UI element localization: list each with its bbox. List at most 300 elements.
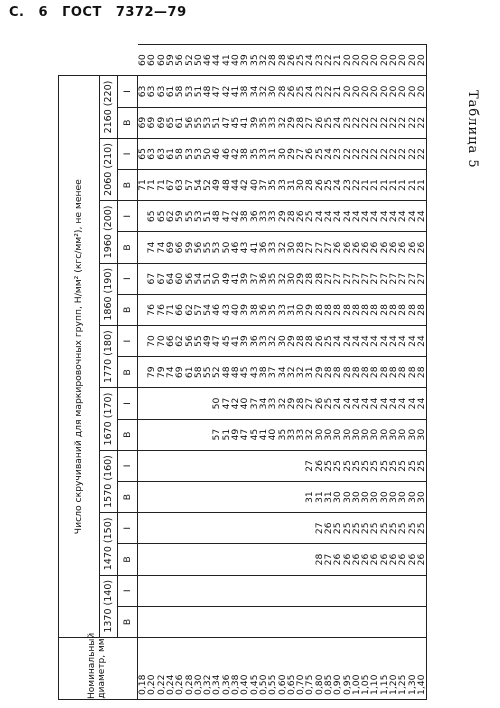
twist-count-cell bbox=[268, 481, 277, 512]
twist-count-cell: 39 bbox=[240, 294, 249, 325]
twist-count-cell bbox=[268, 513, 277, 544]
twist-count-cell: 30 bbox=[408, 419, 417, 450]
twist-count-cell: 36 bbox=[250, 325, 259, 356]
twist-count-cell: 70 bbox=[157, 325, 166, 356]
twist-count-cell bbox=[147, 544, 156, 575]
subcolumn-header: В bbox=[118, 606, 138, 637]
twist-count-cell: 46 bbox=[212, 294, 221, 325]
twist-count-cell bbox=[222, 606, 231, 637]
twist-count-cell bbox=[305, 575, 314, 606]
twist-count-cell bbox=[147, 575, 156, 606]
twist-count-cell: 39 bbox=[240, 45, 249, 76]
twist-count-cell: 25 bbox=[361, 450, 370, 481]
twist-count-cell: 24 bbox=[333, 388, 342, 419]
twist-count-cell: 30 bbox=[370, 419, 379, 450]
twist-count-cell: 28 bbox=[398, 357, 407, 388]
twist-count-cell: 37 bbox=[250, 388, 259, 419]
twist-count-cell: 39 bbox=[250, 107, 259, 138]
twist-count-cell: 55 bbox=[184, 201, 193, 232]
twist-count-cell bbox=[138, 513, 148, 544]
twist-count-cell: 31 bbox=[305, 357, 314, 388]
twist-count-cell bbox=[296, 513, 305, 544]
twist-count-cell: 27 bbox=[361, 263, 370, 294]
twist-count-cell: 59 bbox=[184, 232, 193, 263]
twist-count-cell: 22 bbox=[352, 138, 361, 169]
twist-count-cell: 26 bbox=[380, 544, 389, 575]
twist-count-cell: 20 bbox=[361, 76, 370, 107]
twist-count-cell: 50 bbox=[212, 263, 221, 294]
twist-count-cell: 79 bbox=[157, 357, 166, 388]
twist-count-cell: 55 bbox=[194, 107, 203, 138]
twist-count-cell: 26 bbox=[352, 544, 361, 575]
twist-count-cell bbox=[157, 419, 166, 450]
twist-count-cell: 43 bbox=[222, 294, 231, 325]
twist-count-cell: 29 bbox=[287, 138, 296, 169]
twist-count-cell bbox=[250, 606, 259, 637]
diameter-cell: 1,10 bbox=[370, 638, 379, 700]
twist-count-cell bbox=[212, 481, 221, 512]
twist-count-cell: 47 bbox=[212, 76, 221, 107]
twist-count-cell: 28 bbox=[333, 357, 342, 388]
standard-name: ГОСТ bbox=[62, 5, 102, 20]
twist-count-cell bbox=[361, 606, 370, 637]
twist-count-cell bbox=[324, 606, 333, 637]
twist-count-cell bbox=[138, 606, 148, 637]
twist-count-cell bbox=[203, 513, 212, 544]
twist-count-cell bbox=[166, 450, 175, 481]
twist-count-cell: 40 bbox=[240, 388, 249, 419]
twist-count-cell bbox=[175, 419, 184, 450]
twist-count-cell bbox=[277, 606, 286, 637]
twist-count-cell: 54 bbox=[194, 169, 203, 200]
twist-count-cell: 28 bbox=[352, 357, 361, 388]
diameter-cell: 1,00 bbox=[352, 638, 361, 700]
group-header: 1570 (160) bbox=[100, 450, 118, 512]
subcolumn-header: В bbox=[118, 481, 138, 512]
twist-count-cell: 71 bbox=[157, 169, 166, 200]
twist-count-cell: 37 bbox=[259, 169, 268, 200]
twist-count-cell: 26 bbox=[417, 232, 427, 263]
twist-count-cell: 48 bbox=[231, 357, 240, 388]
twist-count-cell: 32 bbox=[277, 232, 286, 263]
twist-count-cell: 69 bbox=[138, 107, 148, 138]
group-header: 1470 (150) bbox=[100, 513, 118, 575]
twist-count-cell: 24 bbox=[398, 388, 407, 419]
twist-count-cell: 28 bbox=[398, 294, 407, 325]
twist-count-cell: 24 bbox=[305, 76, 314, 107]
twist-count-cell: 25 bbox=[352, 513, 361, 544]
twist-count-cell: 35 bbox=[250, 45, 259, 76]
twist-count-cell: 27 bbox=[305, 450, 314, 481]
twist-count-cell: 21 bbox=[370, 169, 379, 200]
twist-count-cell: 31 bbox=[287, 169, 296, 200]
twist-count-cell: 31 bbox=[268, 138, 277, 169]
twist-count-cell bbox=[287, 513, 296, 544]
twist-count-cell: 43 bbox=[250, 357, 259, 388]
twist-count-cell: 33 bbox=[268, 388, 277, 419]
twist-count-cell: 49 bbox=[231, 419, 240, 450]
twist-count-cell: 61 bbox=[175, 107, 184, 138]
twist-count-cell: 26 bbox=[361, 544, 370, 575]
twist-count-cell: 51 bbox=[203, 263, 212, 294]
twist-count-cell: 20 bbox=[370, 76, 379, 107]
diameter-cell: 0,55 bbox=[268, 638, 277, 700]
twist-count-cell: 33 bbox=[259, 201, 268, 232]
twist-count-cell: 25 bbox=[333, 513, 342, 544]
twist-count-cell: 53 bbox=[184, 76, 193, 107]
twist-count-cell: 22 bbox=[389, 107, 398, 138]
twist-count-cell: 28 bbox=[361, 357, 370, 388]
twist-count-cell: 57 bbox=[194, 294, 203, 325]
twist-count-cell: 56 bbox=[194, 232, 203, 263]
twist-count-cell: 27 bbox=[333, 263, 342, 294]
twist-count-cell: 48 bbox=[222, 357, 231, 388]
twist-count-cell bbox=[370, 606, 379, 637]
twist-count-cell: 66 bbox=[175, 232, 184, 263]
twist-count-cell: 32 bbox=[277, 107, 286, 138]
twist-count-cell: 30 bbox=[315, 419, 324, 450]
twist-count-cell: 20 bbox=[389, 45, 398, 76]
twist-count-cell: 27 bbox=[398, 263, 407, 294]
diameter-cell: 0,24 bbox=[166, 638, 175, 700]
twist-count-cell: 30 bbox=[417, 481, 427, 512]
standard-number: 7372—79 bbox=[115, 5, 187, 20]
twist-count-cell: 51 bbox=[222, 419, 231, 450]
twist-count-cell: 28 bbox=[296, 107, 305, 138]
twist-count-cell bbox=[194, 575, 203, 606]
subcolumn-header: I bbox=[118, 76, 138, 107]
twist-count-cell: 26 bbox=[305, 138, 314, 169]
twist-count-cell: 59 bbox=[166, 45, 175, 76]
subcolumn-header: I bbox=[118, 201, 138, 232]
twist-count-cell: 30 bbox=[268, 76, 277, 107]
subcolumn-header: I bbox=[118, 450, 138, 481]
twist-count-cell bbox=[380, 575, 389, 606]
twist-count-cell: 35 bbox=[268, 294, 277, 325]
twist-count-cell bbox=[184, 544, 193, 575]
twist-count-cell: 22 bbox=[398, 138, 407, 169]
twist-count-cell: 24 bbox=[324, 201, 333, 232]
twist-count-cell bbox=[138, 575, 148, 606]
twist-count-cell: 25 bbox=[398, 450, 407, 481]
twist-count-cell: 28 bbox=[370, 357, 379, 388]
twist-count-cell: 59 bbox=[175, 201, 184, 232]
twist-count-cell: 34 bbox=[250, 76, 259, 107]
twist-count-cell: 25 bbox=[389, 450, 398, 481]
twist-count-cell: 65 bbox=[147, 201, 156, 232]
twist-count-cell: 26 bbox=[352, 232, 361, 263]
twist-count-cell: 25 bbox=[417, 513, 427, 544]
twist-count-cell: 27 bbox=[305, 388, 314, 419]
twist-count-cell: 63 bbox=[147, 76, 156, 107]
twist-count-cell: 48 bbox=[222, 169, 231, 200]
twist-count-cell bbox=[222, 450, 231, 481]
twist-count-cell bbox=[194, 544, 203, 575]
twist-count-cell: 28 bbox=[389, 294, 398, 325]
twist-count-cell: 30 bbox=[370, 481, 379, 512]
twist-count-cell: 28 bbox=[277, 45, 286, 76]
twist-count-cell: 28 bbox=[343, 294, 352, 325]
twist-count-cell: 28 bbox=[417, 294, 427, 325]
subcolumn-header: I bbox=[118, 263, 138, 294]
diameter-cell: 0,28 bbox=[184, 638, 193, 700]
twist-count-cell: 76 bbox=[157, 294, 166, 325]
twist-count-cell: 20 bbox=[352, 76, 361, 107]
twist-count-cell: 26 bbox=[333, 544, 342, 575]
twist-count-cell bbox=[175, 575, 184, 606]
twist-count-cell: 22 bbox=[370, 138, 379, 169]
twist-count-cell: 69 bbox=[157, 107, 166, 138]
twist-count-cell: 71 bbox=[147, 169, 156, 200]
subcolumn-header: В bbox=[118, 232, 138, 263]
twist-count-cell: 26 bbox=[333, 232, 342, 263]
twist-count-cell: 25 bbox=[380, 450, 389, 481]
twist-count-cell: 22 bbox=[389, 138, 398, 169]
twist-count-cell: 21 bbox=[380, 169, 389, 200]
twist-count-cell: 40 bbox=[268, 419, 277, 450]
twist-count-cell: 24 bbox=[361, 388, 370, 419]
twist-count-cell: 61 bbox=[184, 357, 193, 388]
twist-count-cell: 25 bbox=[352, 450, 361, 481]
twist-count-cell: 64 bbox=[166, 263, 175, 294]
twist-count-cell: 51 bbox=[194, 76, 203, 107]
twist-count-cell: 28 bbox=[324, 294, 333, 325]
twist-count-cell: 30 bbox=[333, 419, 342, 450]
subcolumn-header: I bbox=[118, 138, 138, 169]
twist-count-cell: 20 bbox=[370, 45, 379, 76]
twist-count-cell: 36 bbox=[259, 263, 268, 294]
twist-count-cell: 20 bbox=[380, 45, 389, 76]
twist-count-cell: 22 bbox=[398, 107, 407, 138]
twist-count-cell: 20 bbox=[417, 45, 427, 76]
twist-count-cell bbox=[296, 544, 305, 575]
twist-count-cell: 38 bbox=[240, 201, 249, 232]
twist-count-cell: 22 bbox=[352, 107, 361, 138]
twist-count-cell: 24 bbox=[333, 169, 342, 200]
twist-count-cell: 53 bbox=[184, 138, 193, 169]
twist-count-cell bbox=[240, 481, 249, 512]
header-row-3 bbox=[118, 45, 138, 700]
twist-count-cell: 26 bbox=[324, 513, 333, 544]
twist-count-cell: 32 bbox=[296, 357, 305, 388]
twist-count-cell: 26 bbox=[370, 232, 379, 263]
subcolumn-header: В bbox=[118, 419, 138, 450]
twist-count-cell: 46 bbox=[212, 138, 221, 169]
twist-count-cell: 22 bbox=[380, 107, 389, 138]
twist-count-cell: 65 bbox=[166, 107, 175, 138]
twist-count-cell bbox=[287, 575, 296, 606]
twist-count-cell bbox=[259, 606, 268, 637]
twist-count-cell bbox=[212, 513, 221, 544]
group-header: 1860 (190) bbox=[100, 263, 118, 325]
twist-count-cell: 20 bbox=[352, 45, 361, 76]
twist-count-cell: 30 bbox=[398, 481, 407, 512]
twist-count-cell bbox=[417, 575, 427, 606]
twist-count-cell bbox=[352, 575, 361, 606]
twist-count-cell: 26 bbox=[315, 107, 324, 138]
twist-count-cell bbox=[222, 575, 231, 606]
twist-count-cell bbox=[175, 481, 184, 512]
twist-count-cell: 42 bbox=[231, 201, 240, 232]
twist-count-cell: 32 bbox=[259, 45, 268, 76]
twist-count-cell: 27 bbox=[324, 232, 333, 263]
twist-count-cell: 63 bbox=[157, 138, 166, 169]
twist-count-cell: 60 bbox=[147, 45, 156, 76]
twist-count-cell: 28 bbox=[315, 263, 324, 294]
twist-count-cell: 30 bbox=[398, 419, 407, 450]
twist-count-cell bbox=[296, 606, 305, 637]
twist-count-cell bbox=[231, 481, 240, 512]
twist-count-cell bbox=[277, 575, 286, 606]
twist-count-cell: 28 bbox=[324, 357, 333, 388]
twist-count-cell: 51 bbox=[203, 201, 212, 232]
twist-count-cell: 27 bbox=[408, 263, 417, 294]
twist-count-cell bbox=[324, 575, 333, 606]
twist-count-cell bbox=[175, 388, 184, 419]
twist-count-cell: 31 bbox=[315, 481, 324, 512]
twist-count-cell: 38 bbox=[259, 357, 268, 388]
twist-count-cell bbox=[408, 606, 417, 637]
twist-count-cell bbox=[277, 513, 286, 544]
twist-count-cell: 54 bbox=[203, 294, 212, 325]
twist-count-cell: 41 bbox=[250, 232, 259, 263]
twist-count-cell: 27 bbox=[305, 232, 314, 263]
diameter-cell: 0,85 bbox=[324, 638, 333, 700]
diameter-cell: 0,36 bbox=[222, 638, 231, 700]
twist-count-cell bbox=[147, 513, 156, 544]
twist-count-cell: 56 bbox=[184, 325, 193, 356]
twist-count-cell: 67 bbox=[147, 263, 156, 294]
twist-count-cell: 24 bbox=[380, 201, 389, 232]
twist-count-cell: 55 bbox=[203, 357, 212, 388]
twist-count-cell bbox=[352, 606, 361, 637]
diameter-cell: 0,38 bbox=[231, 638, 240, 700]
twist-count-cell: 24 bbox=[408, 201, 417, 232]
twist-count-cell: 24 bbox=[417, 325, 427, 356]
twist-count-cell bbox=[184, 606, 193, 637]
twist-count-cell: 58 bbox=[175, 138, 184, 169]
twist-count-cell: 31 bbox=[287, 294, 296, 325]
twist-count-cell: 26 bbox=[343, 544, 352, 575]
twist-count-cell: 28 bbox=[305, 169, 314, 200]
twist-count-cell: 56 bbox=[184, 107, 193, 138]
twist-count-cell: 71 bbox=[138, 169, 148, 200]
twist-count-cell: 21 bbox=[408, 169, 417, 200]
twist-count-cell bbox=[175, 450, 184, 481]
twist-count-cell: 25 bbox=[315, 138, 324, 169]
twist-count-cell: 28 bbox=[352, 294, 361, 325]
diameter-cell: 1,30 bbox=[408, 638, 417, 700]
twist-count-cell bbox=[296, 575, 305, 606]
twist-count-cell: 41 bbox=[231, 263, 240, 294]
twist-count-cell: 66 bbox=[175, 294, 184, 325]
twist-count-cell bbox=[184, 388, 193, 419]
twist-count-cell bbox=[157, 450, 166, 481]
diameter-cell: 1,25 bbox=[398, 638, 407, 700]
twist-count-cell: 28 bbox=[389, 357, 398, 388]
twist-count-cell: 56 bbox=[175, 45, 184, 76]
group-header: 1960 (200) bbox=[100, 201, 118, 263]
diameter-cell: 0,65 bbox=[287, 638, 296, 700]
twist-count-cell bbox=[240, 450, 249, 481]
twist-count-cell: 21 bbox=[389, 169, 398, 200]
twist-count-cell: 71 bbox=[166, 294, 175, 325]
twist-count-cell: 27 bbox=[389, 263, 398, 294]
twist-count-cell: 26 bbox=[315, 388, 324, 419]
twist-count-cell bbox=[166, 481, 175, 512]
twist-count-cell: 55 bbox=[203, 232, 212, 263]
twist-count-cell: 33 bbox=[259, 138, 268, 169]
twist-count-cell: 24 bbox=[408, 388, 417, 419]
twist-count-cell: 20 bbox=[417, 76, 427, 107]
twist-count-cell bbox=[250, 481, 259, 512]
twist-count-cell: 23 bbox=[343, 107, 352, 138]
twist-count-cell: 49 bbox=[203, 325, 212, 356]
diameter-cell: 0,26 bbox=[175, 638, 184, 700]
twist-count-cell: 26 bbox=[361, 232, 370, 263]
twist-count-cell: 28 bbox=[305, 325, 314, 356]
twist-count-cell: 29 bbox=[287, 325, 296, 356]
twist-count-cell: 29 bbox=[296, 263, 305, 294]
twist-count-cell: 21 bbox=[333, 76, 342, 107]
twist-count-cell: 28 bbox=[296, 388, 305, 419]
twist-count-cell: 26 bbox=[408, 544, 417, 575]
group-header: 2060 (210) bbox=[100, 138, 118, 200]
twist-count-cell bbox=[222, 513, 231, 544]
twist-count-cell: 28 bbox=[333, 294, 342, 325]
twist-count-cell bbox=[259, 450, 268, 481]
twist-count-cell: 25 bbox=[296, 45, 305, 76]
diameter-cell: 0,30 bbox=[194, 638, 203, 700]
twist-count-cell: 41 bbox=[231, 76, 240, 107]
twist-count-cell: 44 bbox=[231, 169, 240, 200]
twist-count-cell: 25 bbox=[324, 388, 333, 419]
twist-count-cell bbox=[203, 544, 212, 575]
twist-count-cell: 30 bbox=[361, 419, 370, 450]
twist-count-cell: 67 bbox=[157, 263, 166, 294]
twist-count-cell bbox=[361, 575, 370, 606]
twist-count-cell: 24 bbox=[389, 325, 398, 356]
twist-count-cell: 24 bbox=[343, 388, 352, 419]
twist-count-cell: 33 bbox=[277, 169, 286, 200]
twist-count-cell: 79 bbox=[147, 357, 156, 388]
twist-count-cell: 29 bbox=[287, 107, 296, 138]
twist-count-cell: 24 bbox=[398, 201, 407, 232]
twist-count-cell bbox=[268, 606, 277, 637]
twist-count-cell: 66 bbox=[166, 325, 175, 356]
twist-count-cell: 57 bbox=[184, 169, 193, 200]
twist-count-cell bbox=[194, 513, 203, 544]
twist-count-cell: 35 bbox=[268, 169, 277, 200]
twist-count-cell bbox=[203, 606, 212, 637]
twist-count-cell: 74 bbox=[166, 357, 175, 388]
twist-count-cell: 23 bbox=[315, 45, 324, 76]
twist-count-cell: 24 bbox=[370, 388, 379, 419]
twist-count-cell bbox=[277, 481, 286, 512]
group-header: 1670 (170) bbox=[100, 388, 118, 450]
twist-count-cell: 26 bbox=[315, 450, 324, 481]
twist-count-cell: 45 bbox=[250, 419, 259, 450]
twist-count-cell: 58 bbox=[194, 357, 203, 388]
twist-count-cell: 32 bbox=[277, 263, 286, 294]
twist-count-cell bbox=[184, 419, 193, 450]
header-row-1 bbox=[59, 45, 100, 700]
twist-count-cell bbox=[184, 481, 193, 512]
twist-count-cell: 33 bbox=[268, 232, 277, 263]
twist-count-cell bbox=[380, 606, 389, 637]
twist-count-cell: 25 bbox=[324, 325, 333, 356]
twist-count-cell bbox=[305, 606, 314, 637]
